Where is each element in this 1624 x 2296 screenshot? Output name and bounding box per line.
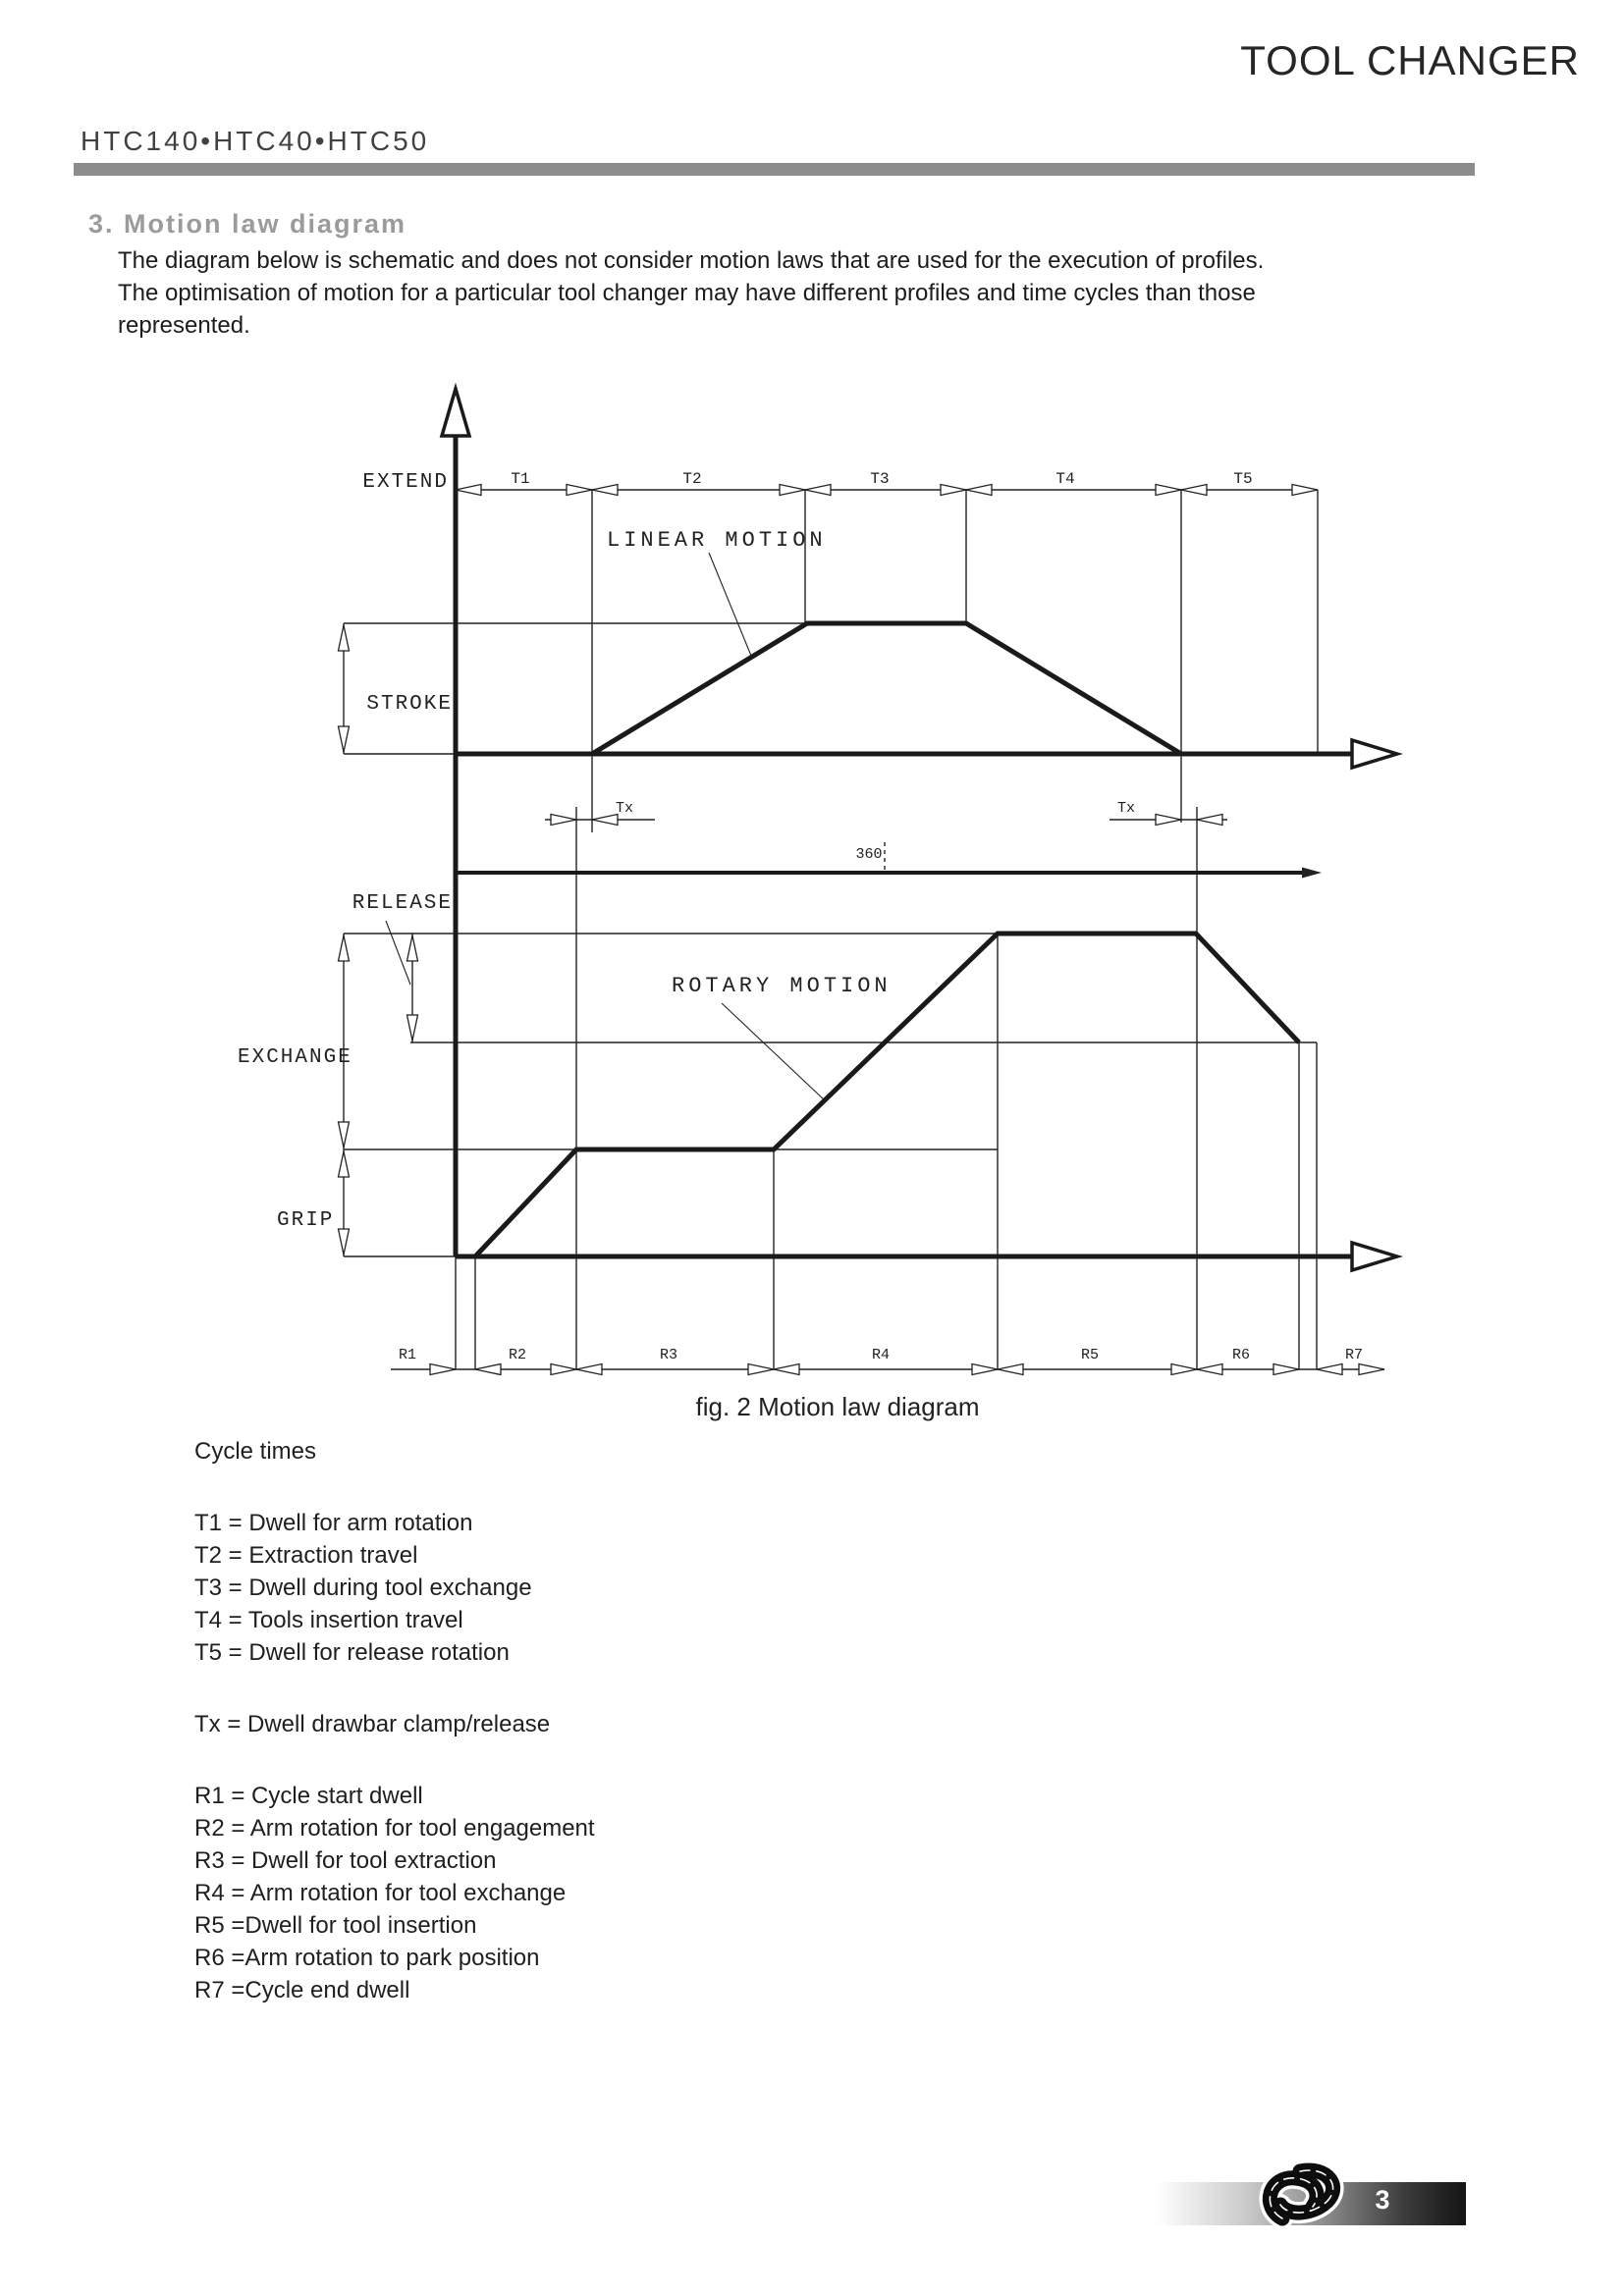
axis-arrow-up [442, 389, 469, 436]
cycle-time-item: R3 = Dwell for tool extraction [194, 1847, 497, 1874]
extend-label: EXTEND [362, 471, 449, 494]
doc-title: TOOL CHANGER [1240, 37, 1580, 83]
exchange-label: EXCHANGE [238, 1046, 352, 1069]
deg360-arrow [1302, 868, 1322, 879]
axis-arrow-right-linear [1352, 740, 1397, 768]
cycle-time-item: T2 = Extraction travel [194, 1542, 418, 1569]
r3-label: R3 [659, 1347, 678, 1363]
tx-left-label: Tx [615, 800, 634, 817]
cycle-time-item: T1 = Dwell for arm rotation [194, 1510, 473, 1536]
page-number: 3 [1375, 2185, 1390, 2215]
t3-label: T3 [870, 470, 890, 488]
header-rule [74, 163, 1475, 176]
t5-label: T5 [1233, 470, 1253, 488]
r4-label: R4 [871, 1347, 891, 1363]
t4-label: T4 [1056, 470, 1075, 488]
cycle-time-item: R1 = Cycle start dwell [194, 1783, 423, 1809]
cycle-times-block [194, 1435, 595, 2006]
cycle-time-item: R5 =Dwell for tool insertion [194, 1912, 477, 1939]
grip-label: GRIP [277, 1209, 335, 1232]
r2-label: R2 [508, 1347, 527, 1363]
knot-logo-icon [1253, 2158, 1361, 2238]
t1-label: T1 [511, 470, 530, 488]
spacer [194, 1740, 595, 1780]
cycle-time-item: T5 = Dwell for release rotation [194, 1639, 510, 1666]
spacer [194, 1468, 595, 1507]
rotary-motion-label: ROTARY MOTION [672, 974, 892, 998]
model-codes: HTC140•HTC40•HTC50 [81, 126, 430, 156]
paragraph-line: The optimisation of motion for a particular tool changer may have different profiles and time cycles than those [118, 280, 1256, 306]
cycle-time-item: T3 = Dwell during tool exchange [194, 1575, 532, 1601]
cycle-time-item: R4 = Arm rotation for tool exchange [194, 1880, 567, 1906]
cycle-time-item: Tx = Dwell drawbar clamp/release [194, 1711, 551, 1737]
r5-label: R5 [1080, 1347, 1100, 1363]
paragraph-line: The diagram below is schematic and does not consider motion laws that are used for the execution of profiles. [118, 247, 1265, 274]
cycle-time-item: R7 =Cycle end dwell [194, 1977, 410, 2003]
axis-arrow-right-rotary [1352, 1243, 1397, 1270]
t2-label: T2 [682, 470, 702, 488]
section-title: 3. Motion law diagram [88, 209, 407, 239]
figure-caption: fig. 2 Motion law diagram [695, 1392, 980, 1421]
stroke-label: STROKE [366, 693, 453, 716]
linear-motion-label: LINEAR MOTION [607, 528, 827, 553]
r6-label: R6 [1231, 1347, 1251, 1363]
deg360-label: 360 [855, 846, 883, 863]
motion-law-diagram [0, 373, 1624, 1443]
spacer [194, 1669, 595, 1708]
paragraph-line: represented. [118, 312, 250, 339]
release-label: RELEASE [352, 892, 453, 915]
cycle-times-title: Cycle times [194, 1438, 317, 1465]
r7-label: R7 [1344, 1347, 1364, 1363]
cycle-time-item: R6 =Arm rotation to park position [194, 1945, 540, 1971]
r1-label: R1 [398, 1347, 417, 1363]
cycle-time-item: T4 = Tools insertion travel [194, 1607, 463, 1633]
cycle-time-item: R2 = Arm rotation for tool engagement [194, 1815, 595, 1842]
tx-right-label: Tx [1116, 800, 1136, 817]
